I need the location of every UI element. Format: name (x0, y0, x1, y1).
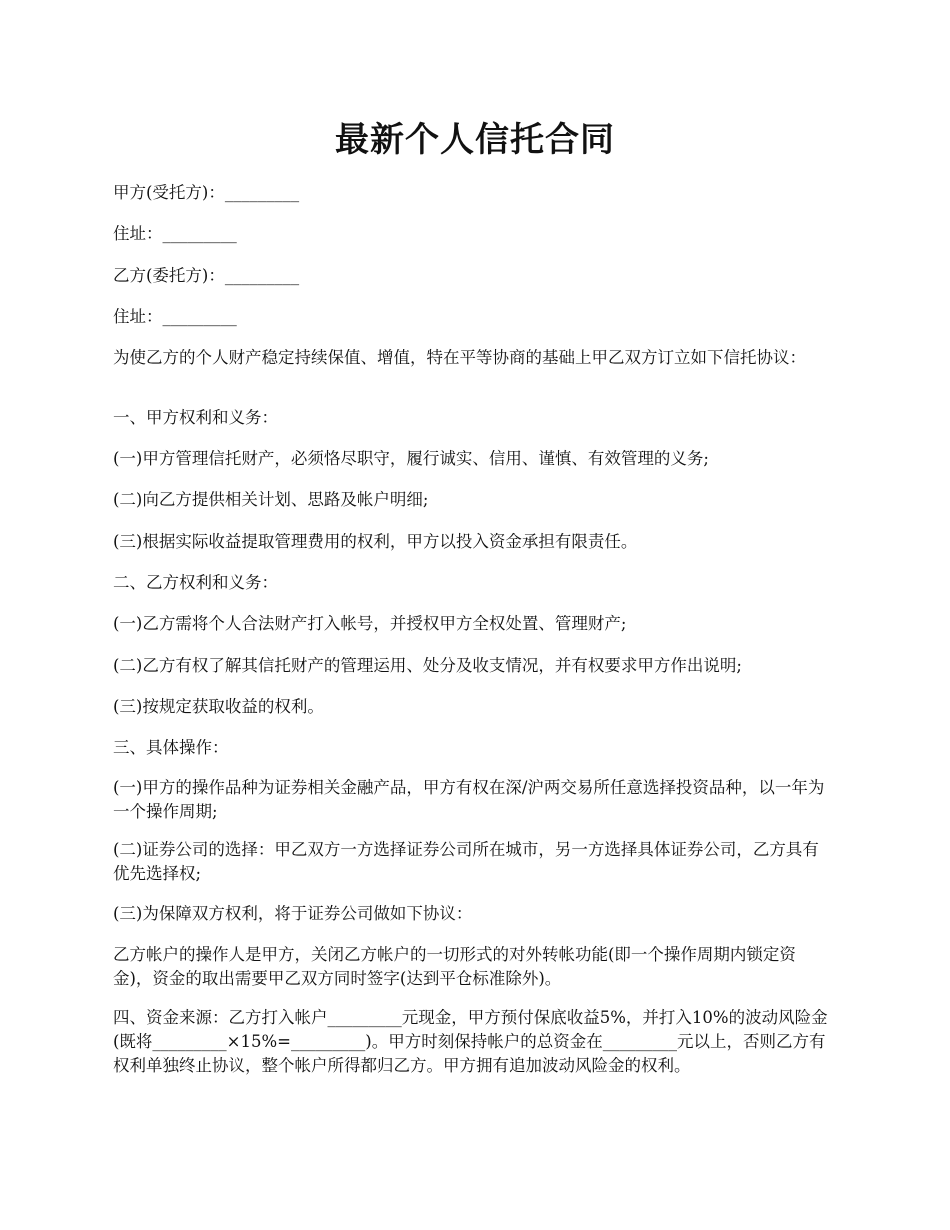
preamble-paragraph: 为使乙方的个人财产稳定持续保值、增值，特在平等协商的基础上甲乙双方订立如下信托协议： (113, 348, 806, 367)
clause-1-2: (二)向乙方提供相关计划、思路及帐户明细; (113, 490, 429, 509)
section-heading-2: 二、乙方权利和义务： (113, 573, 278, 592)
clause-3-1: (一)甲方的操作品种为证券相关金融产品，甲方有权在深/沪两交易所任意选择投资品种，以一年为一个操作周期; (113, 778, 825, 821)
clause-3-3: (三)为保障双方权利，将于证券公司做如下协议： (113, 904, 473, 923)
section-heading-4-funds: 四、资金来源：乙方打入帐户_________元现金，甲方预付保底收益5%，并打入10%的波动风险金(既将_________×15%=_________)。甲方时刻保持帐户的总资金在_________元以上，否则乙方有权利单独终止协议，整个帐户所得都归乙方。甲方拥有追加波动风险金的权利。 (113, 1008, 828, 1075)
clause-2-3: (三)按规定获取收益的权利。 (113, 697, 324, 716)
party-a-line: 甲方(受托方)：_________ (113, 183, 300, 202)
clause-1-3: (三)根据实际收益提取管理费用的权利，甲方以投入资金承担有限责任。 (113, 532, 638, 551)
party-b-line: 乙方(委托方)：_________ (113, 266, 300, 285)
party-b-address-line: 住址：_________ (113, 307, 237, 326)
section-heading-3: 三、具体操作： (113, 738, 229, 757)
party-a-address-line: 住址：_________ (113, 224, 237, 243)
document-title: 最新个人信托合同 (335, 120, 615, 160)
clause-2-1: (一)乙方需将个人合法财产打入帐号，并授权甲方全权处置、管理财产; (113, 614, 627, 633)
clause-3-2: (二)证券公司的选择：甲乙双方一方选择证券公司所在城市，另一方选择具体证券公司，乙方具有优先选择权; (113, 840, 819, 883)
section-heading-1: 一、甲方权利和义务： (113, 408, 278, 427)
clause-1-1: (一)甲方管理信托财产，必须恪尽职守，履行诚实、信用、谨慎、有效管理的义务; (113, 449, 709, 468)
clause-2-2: (二)乙方有权了解其信托财产的管理运用、处分及收支情况，并有权要求甲方作出说明; (113, 656, 742, 675)
account-operation-paragraph: 乙方帐户的操作人是甲方，关闭乙方帐户的一切形式的对外转帐功能(即一个操作周期内锁定资金)，资金的取出需要甲乙双方同时签字(达到平仓标准除外)。 (113, 945, 796, 988)
